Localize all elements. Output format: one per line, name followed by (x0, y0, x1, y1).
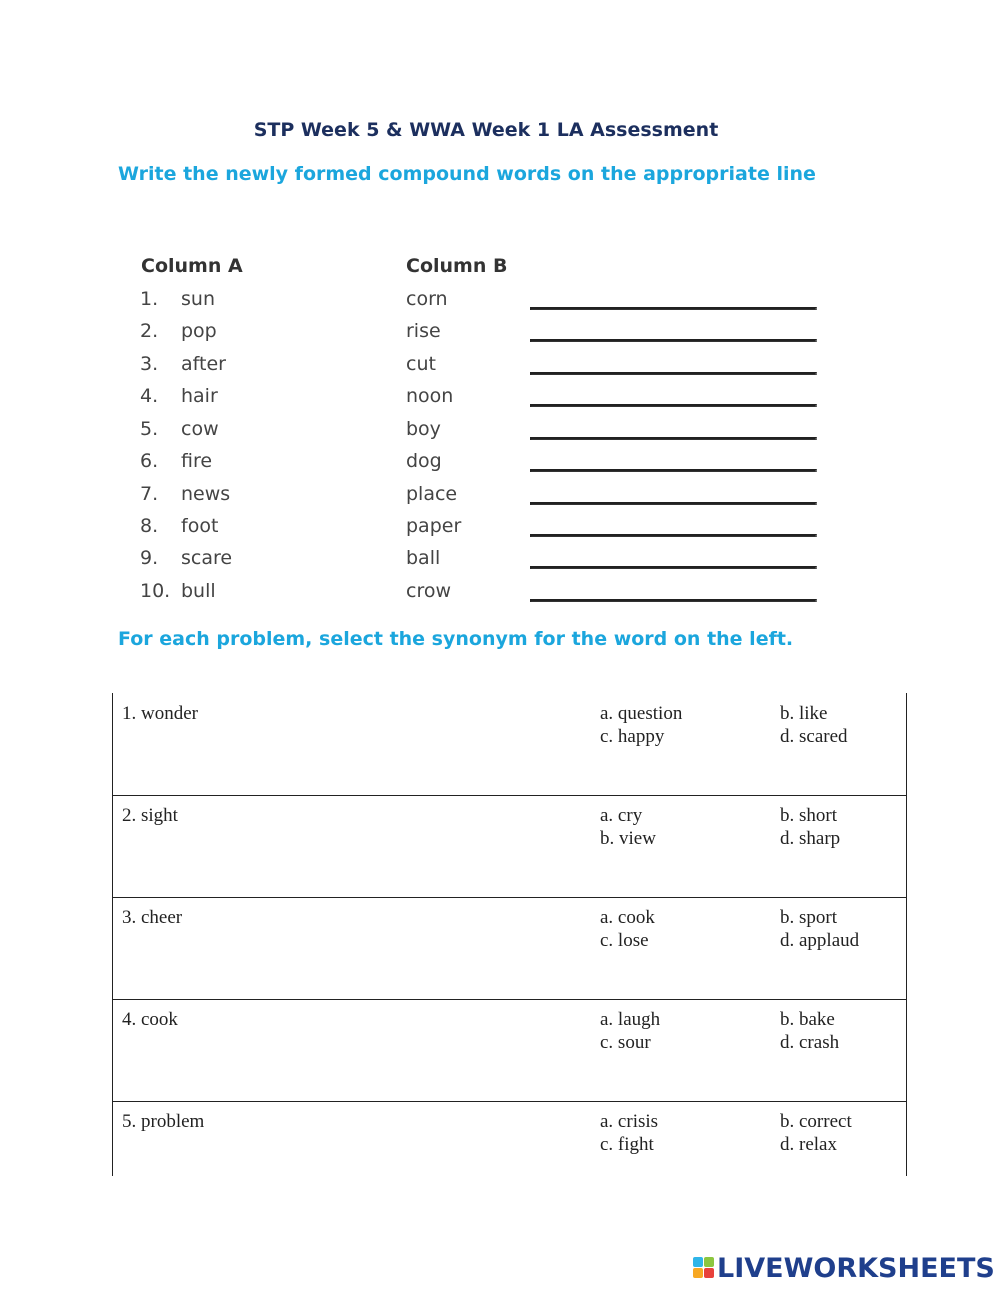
column-a-header: Column A (141, 255, 243, 277)
page-title: STP Week 5 & WWA Week 1 LA Assessment (253, 119, 719, 141)
synonym-table (112, 693, 907, 1176)
column-a-word: pop (181, 320, 217, 342)
answer-line[interactable] (530, 339, 817, 342)
option-a[interactable]: a. laugh (600, 1009, 661, 1030)
compound-row (0, 515, 1000, 547)
option-d[interactable]: d. scared (780, 726, 848, 747)
compound-words-instruction: Write the newly formed compound words on the appropriate line (118, 163, 816, 185)
answer-line[interactable] (530, 566, 817, 569)
compound-row (0, 353, 1000, 385)
option-d[interactable]: d. crash (780, 1032, 840, 1053)
column-b-word: corn (406, 288, 448, 310)
option-b[interactable]: b. sport (780, 907, 837, 928)
compound-row (0, 288, 1000, 320)
row-number: 5. (140, 418, 159, 440)
column-b-word: place (406, 483, 458, 505)
answer-line[interactable] (530, 534, 817, 537)
option-a[interactable]: a. question (600, 703, 683, 724)
logo-text: LIVEWORKSHEETS (717, 1252, 995, 1284)
synonym-instruction: For each problem, select the synonym for the word on the left. (118, 628, 794, 650)
question-word: 2. sight (122, 805, 178, 826)
answer-line[interactable] (530, 469, 817, 472)
column-b-word: cut (406, 353, 436, 375)
question-word: 3. cheer (122, 907, 183, 928)
row-number: 1. (140, 288, 159, 310)
column-b-word: rise (406, 320, 441, 342)
row-number: 8. (140, 515, 159, 537)
option-a[interactable]: a. cook (600, 907, 655, 928)
row-number: 4. (140, 385, 159, 407)
column-a-word: sun (181, 288, 215, 310)
liveworksheets-logo[interactable] (693, 1253, 995, 1283)
compound-row (0, 320, 1000, 352)
question-word: 4. cook (122, 1009, 178, 1030)
question-word: 5. problem (122, 1111, 205, 1132)
answer-line[interactable] (530, 437, 817, 440)
column-b-word: paper (406, 515, 462, 537)
option-c[interactable]: c. sour (600, 1032, 651, 1053)
option-c[interactable]: c. lose (600, 930, 649, 951)
option-b[interactable]: b. short (780, 805, 837, 826)
column-b-word: noon (406, 385, 454, 407)
answer-line[interactable] (530, 404, 817, 407)
option-b[interactable]: b. correct (780, 1111, 852, 1132)
row-number: 3. (140, 353, 159, 375)
column-a-word: fire (181, 450, 213, 472)
synonym-question-row (113, 897, 906, 1000)
option-c[interactable]: b. view (600, 828, 656, 849)
answer-line[interactable] (530, 599, 817, 602)
compound-row (0, 483, 1000, 515)
row-number: 7. (140, 483, 159, 505)
column-a-word: after (181, 353, 226, 375)
option-b[interactable]: b. bake (780, 1009, 835, 1030)
column-b-word: ball (406, 547, 441, 569)
answer-line[interactable] (530, 307, 817, 310)
compound-row (0, 418, 1000, 450)
row-number: 2. (140, 320, 159, 342)
compound-row (0, 450, 1000, 482)
synonym-question-row (113, 1101, 906, 1203)
column-a-word: hair (181, 385, 218, 407)
compound-row (0, 385, 1000, 417)
synonym-question-row (113, 999, 906, 1102)
option-d[interactable]: d. applaud (780, 930, 860, 951)
column-b-header: Column B (406, 255, 508, 277)
option-d[interactable]: d. relax (780, 1134, 837, 1155)
row-number: 6. (140, 450, 159, 472)
column-a-word: scare (181, 547, 233, 569)
compound-row (0, 547, 1000, 579)
column-b-word: dog (406, 450, 442, 472)
option-c[interactable]: c. fight (600, 1134, 654, 1155)
liveworksheets-logo-icon (693, 1257, 715, 1279)
option-a[interactable]: a. crisis (600, 1111, 659, 1132)
synonym-question-row (113, 693, 906, 796)
row-number: 9. (140, 547, 159, 569)
question-word: 1. wonder (122, 703, 198, 724)
option-a[interactable]: a. cry (600, 805, 643, 826)
answer-line[interactable] (530, 372, 817, 375)
column-a-word: bull (181, 580, 216, 602)
column-b-word: boy (406, 418, 441, 440)
answer-line[interactable] (530, 502, 817, 505)
column-a-word: cow (181, 418, 219, 440)
column-a-word: news (181, 483, 231, 505)
column-a-word: foot (181, 515, 219, 537)
option-b[interactable]: b. like (780, 703, 828, 724)
option-d[interactable]: d. sharp (780, 828, 841, 849)
column-b-word: crow (406, 580, 452, 602)
compound-row (0, 580, 1000, 612)
option-c[interactable]: c. happy (600, 726, 665, 747)
synonym-question-row (113, 795, 906, 898)
row-number: 10. (140, 580, 171, 602)
